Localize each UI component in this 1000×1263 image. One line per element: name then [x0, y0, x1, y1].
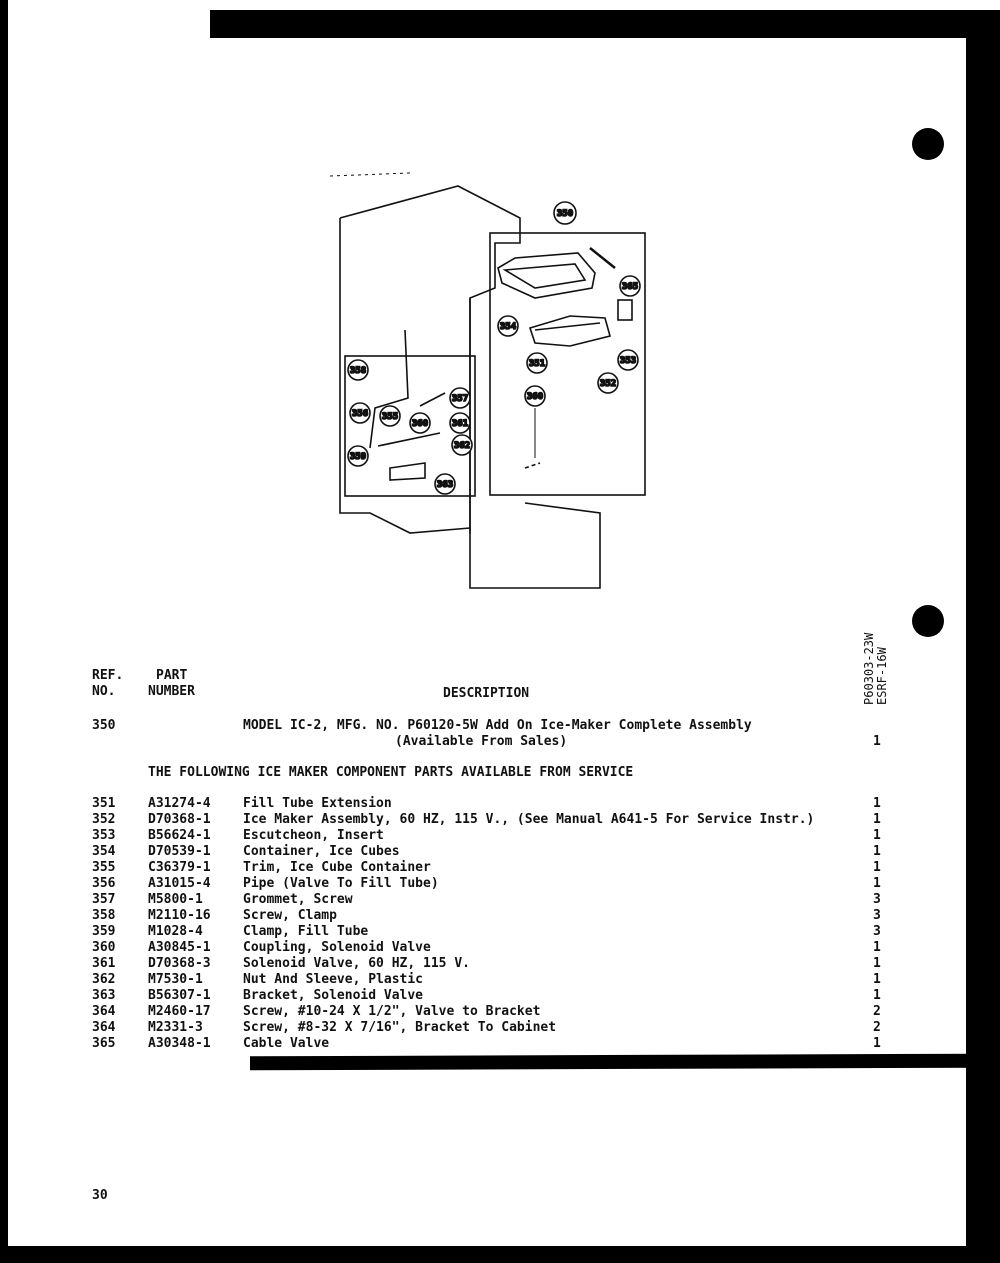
- label-359: 359: [349, 452, 367, 462]
- label-365: 365: [621, 282, 639, 292]
- label-362: 362: [453, 441, 471, 451]
- label-357: 357: [451, 394, 469, 404]
- ref-header-line2: NO.: [92, 684, 116, 699]
- assembly-description: MODEL IC-2, MFG. NO. P60120-5W Add On Ice-Maker Complete Assembly: [243, 718, 752, 733]
- scan-edge-left: [0, 0, 8, 1263]
- label-356: 356: [351, 409, 369, 419]
- label-361: 361: [451, 419, 469, 429]
- label-351: 351: [528, 359, 546, 369]
- parts-row: 357 M5800-1 Grommet, Screw 3: [92, 892, 881, 907]
- description-header: DESCRIPTION: [443, 686, 530, 701]
- model-code-2: ESRF-16W: [875, 647, 889, 705]
- parts-row: 358 M2110-16 Screw, Clamp 3: [92, 908, 881, 923]
- ref-header-line1: REF.: [92, 668, 124, 683]
- label-353: 353: [619, 356, 637, 366]
- parts-row: 356 A31015-4 Pipe (Valve To Fill Tube) 1: [92, 876, 881, 891]
- label-358: 358: [349, 366, 367, 376]
- assembly-ref: 350: [92, 718, 116, 733]
- parts-row: 354 D70539-1 Container, Ice Cubes 1: [92, 844, 881, 859]
- label-350: 350: [556, 209, 574, 219]
- parts-row: 363 B56307-1 Bracket, Solenoid Valve 1: [92, 988, 881, 1003]
- parts-row: 351 A31274-4 Fill Tube Extension 1: [92, 796, 881, 811]
- parts-row: 355 C36379-1 Trim, Ice Cube Container 1: [92, 860, 881, 875]
- page-number: 30: [92, 1188, 108, 1203]
- model-code-1: P60303-23W: [862, 632, 876, 705]
- parts-row: 362 M7530-1 Nut And Sleeve, Plastic 1: [92, 972, 881, 987]
- part-header-line1: PART: [156, 668, 188, 683]
- parts-row: 365 A30348-1 Cable Valve 1: [92, 1036, 881, 1051]
- parts-row: 359 M1028-4 Clamp, Fill Tube 3: [92, 924, 881, 939]
- label-352: 352: [599, 379, 617, 389]
- binder-hole-top: [912, 128, 944, 160]
- scan-edge-right: [966, 10, 1000, 1263]
- scan-shadow-band: [250, 1054, 980, 1071]
- label-354: 354: [499, 322, 517, 332]
- model-codes: [863, 633, 889, 705]
- section-note: THE FOLLOWING ICE MAKER COMPONENT PARTS AVAILABLE FROM SERVICE: [148, 765, 634, 780]
- parts-row: 361 D70368-3 Solenoid Valve, 60 HZ, 115 V. 1: [92, 956, 881, 971]
- parts-row: 360 A30845-1 Coupling, Solenoid Valve 1: [92, 940, 881, 955]
- ice-maker-exploded-diagram: [330, 168, 660, 593]
- scan-edge-top: [210, 10, 990, 38]
- parts-row: 364 M2460-17 Screw, #10-24 X 1/2", Valve to Bracket 2: [92, 1004, 881, 1019]
- part-header-line2: NUMBER: [148, 684, 195, 699]
- label-363: 363: [436, 480, 454, 490]
- parts-row: 352 D70368-1 Ice Maker Assembly, 60 HZ, 115 V., (See Manual A641-5 For Service Instr.) 1: [92, 812, 881, 827]
- parts-row: 364 M2331-3 Screw, #8-32 X 7/16", Bracket To Cabinet 2: [92, 1020, 881, 1035]
- assembly-availability: (Available From Sales): [395, 734, 568, 749]
- label-360: 360: [411, 419, 429, 429]
- scan-edge-bottom: [0, 1246, 1000, 1263]
- parts-row: 353 B56624-1 Escutcheon, Insert 1: [92, 828, 881, 843]
- label-355: 355: [381, 412, 399, 422]
- binder-hole-middle: [912, 605, 944, 637]
- assembly-qty: 1: [873, 734, 881, 749]
- label-360b: 360: [526, 392, 544, 402]
